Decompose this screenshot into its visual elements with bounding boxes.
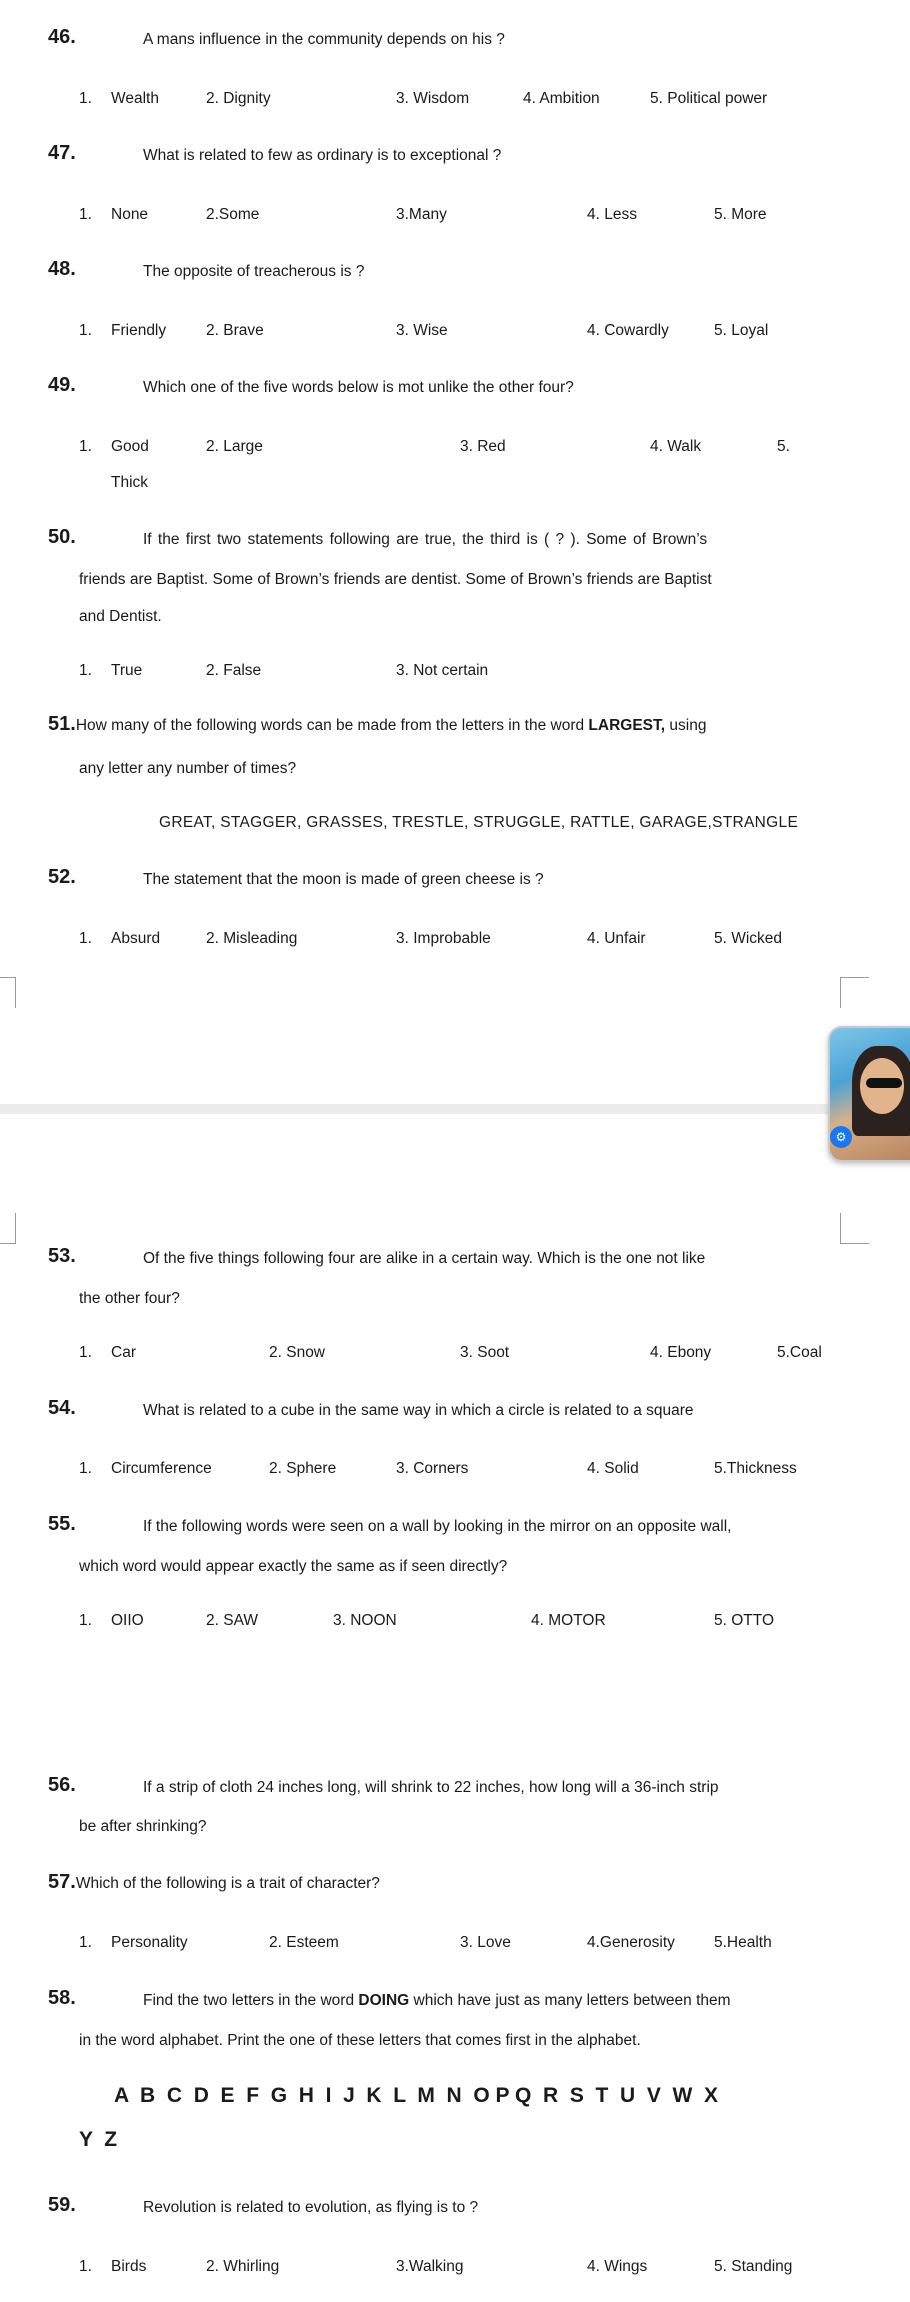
question-number: 55. <box>48 1513 76 1535</box>
option: True <box>111 662 143 679</box>
alphabet-row: A B C D E F G H I J K L M N O P Q R S T U V W X <box>114 2084 719 2107</box>
option: 3. Love <box>460 1934 511 1951</box>
question-number: 56. <box>48 1774 76 1796</box>
option: 3.Walking <box>396 2258 464 2275</box>
option: OIIO <box>111 1612 144 1629</box>
option: 5. Wicked <box>714 930 783 947</box>
option-number: 1. <box>79 322 92 339</box>
word-list: GREAT, STAGGER, GRASSES, TRESTLE, STRUGGLE, RATTLE, GARAGE,STRANGLE <box>159 814 799 831</box>
option: 2. Large <box>206 438 263 455</box>
option: 3. Wise <box>396 322 448 339</box>
option-number: 1. <box>79 1344 92 1361</box>
question-text: Which one of the five words below is mot unlike the other four? <box>143 379 574 396</box>
question-number: 51. <box>48 713 76 735</box>
question-text: and Dentist. <box>79 608 162 625</box>
option: 4. Solid <box>587 1460 639 1477</box>
question-text: be after shrinking? <box>79 1818 207 1835</box>
question-text-part: which have just as many letters between them <box>409 1992 731 2009</box>
page-break <box>0 1104 910 1114</box>
option: 5. OTTO <box>714 1612 775 1629</box>
option: 4.Generosity <box>587 1934 675 1951</box>
option-number: 1. <box>79 2258 92 2275</box>
option: 2. Sphere <box>269 1460 337 1477</box>
question-number: 48. <box>48 258 76 280</box>
question-text: If the first two statements following are true, the third is ( ? ). Some of Brown’s <box>143 531 708 548</box>
question-number: 59. <box>48 2194 76 2216</box>
option: 4. Wings <box>587 2258 648 2275</box>
option: 2. SAW <box>206 1612 258 1629</box>
question-text: The opposite of treacherous is ? <box>143 263 365 280</box>
highlight-word: LARGEST, <box>588 717 666 734</box>
question-number: 50. <box>48 526 76 548</box>
option-number: 1. <box>79 1460 92 1477</box>
question-text: The statement that the moon is made of green cheese is ? <box>143 871 544 888</box>
highlight-word: DOING <box>358 1992 410 2009</box>
question-number: 49. <box>48 374 76 396</box>
option-number: 1. <box>79 90 92 107</box>
option: 3. Soot <box>460 1344 510 1361</box>
option: Friendly <box>111 322 167 339</box>
option: 5. Political power <box>650 90 768 107</box>
option: Birds <box>111 2258 147 2275</box>
option: Good <box>111 438 149 455</box>
option: 5.Health <box>714 1934 772 1951</box>
option: 4. Ebony <box>650 1344 712 1361</box>
question-text <box>48 1871 380 1894</box>
option: 3.Many <box>396 206 447 223</box>
option: 3. Wisdom <box>396 90 470 107</box>
option: 2. Dignity <box>206 90 271 107</box>
question-text: the other four? <box>79 1290 180 1307</box>
option: Absurd <box>111 930 161 947</box>
question-number: 54. <box>48 1397 76 1419</box>
option: Wealth <box>111 90 159 107</box>
option: 5. Standing <box>714 2258 793 2275</box>
option: 4. Unfair <box>587 930 646 947</box>
option: 4. Cowardly <box>587 322 669 339</box>
option: 5.Thickness <box>714 1460 797 1477</box>
option: 3. NOON <box>333 1612 397 1629</box>
option: 2. Brave <box>206 322 264 339</box>
question-text: What is related to few as ordinary is to exceptional ? <box>143 147 502 164</box>
option: Personality <box>111 1934 188 1951</box>
option: 4. MOTOR <box>531 1612 606 1629</box>
page-corner-mark <box>840 977 869 1008</box>
question-text: friends are Baptist. Some of Brown’s friends are dentist. Some of Brown’s friends are Baptist <box>79 571 712 588</box>
option-number: 1. <box>79 1612 92 1629</box>
question-number: 46. <box>48 26 76 48</box>
option: 4. Walk <box>650 438 702 455</box>
option: 3. Corners <box>396 1460 469 1477</box>
option: None <box>111 206 149 223</box>
alphabet-row: Y Z <box>79 2128 118 2151</box>
question-number: 57. <box>48 1871 76 1893</box>
page-corner-mark <box>840 1213 869 1244</box>
option: 2. False <box>206 662 262 679</box>
option: 5. More <box>714 206 767 223</box>
question-text: If the following words were seen on a wall by looking in the mirror on an opposite wall, <box>143 1518 732 1535</box>
option: 3. Not certain <box>396 662 489 679</box>
option: 3. Improbable <box>396 930 491 947</box>
question-number: 53. <box>48 1245 76 1267</box>
question-text-part: using <box>665 717 707 734</box>
option: Thick <box>111 474 149 491</box>
messenger-icon[interactable]: ⚙ <box>830 1126 852 1148</box>
question-text-part: Find the two letters in the word <box>143 1992 359 2009</box>
option: 2.Some <box>206 206 260 223</box>
option: 4. Ambition <box>523 90 600 107</box>
question-text: any letter any number of times? <box>79 760 297 777</box>
question-number: 47. <box>48 142 76 164</box>
option-number: 5. <box>777 438 790 455</box>
option-number: 1. <box>79 438 92 455</box>
question-text: What is related to a cube in the same way in which a circle is related to a square <box>143 1402 694 1419</box>
question-text <box>48 713 706 736</box>
question-text: If a strip of cloth 24 inches long, will shrink to 22 inches, how long will a 36-inch strip <box>143 1779 719 1796</box>
option-number: 1. <box>79 662 92 679</box>
option: 5.Coal <box>777 1344 822 1361</box>
option: 5. Loyal <box>714 322 769 339</box>
question-text: A mans influence in the community depends on his ? <box>143 31 505 48</box>
option: 2. Snow <box>269 1344 326 1361</box>
question-text-part: Which of the following is a trait of character? <box>75 1875 380 1892</box>
question-text <box>143 1992 731 2010</box>
option: 2. Misleading <box>206 930 298 947</box>
option: 2. Esteem <box>269 1934 339 1951</box>
question-text-part: How many of the following words can be made from the letters in the word <box>75 717 589 734</box>
question-text: which word would appear exactly the same as if seen directly? <box>79 1558 508 1575</box>
question-text: Revolution is related to evolution, as flying is to ? <box>143 2199 479 2216</box>
option-number: 1. <box>79 1934 92 1951</box>
option: 3. Red <box>460 438 506 455</box>
question-text: Of the five things following four are alike in a certain way. Which is the one not like <box>143 1250 706 1267</box>
page-corner-mark <box>0 977 16 1008</box>
option: Circumference <box>111 1460 212 1477</box>
option-number: 1. <box>79 206 92 223</box>
profile-photo-glasses <box>866 1078 902 1088</box>
question-text: in the word alphabet. Print the one of these letters that comes first in the alphabet. <box>79 2032 641 2049</box>
question-number: 52. <box>48 866 76 888</box>
option-number: 1. <box>79 930 92 947</box>
option: 2. Whirling <box>206 2258 280 2275</box>
option: 4. Less <box>587 206 637 223</box>
option: Car <box>111 1344 136 1361</box>
page-corner-mark <box>0 1213 16 1244</box>
question-number: 58. <box>48 1987 76 2009</box>
